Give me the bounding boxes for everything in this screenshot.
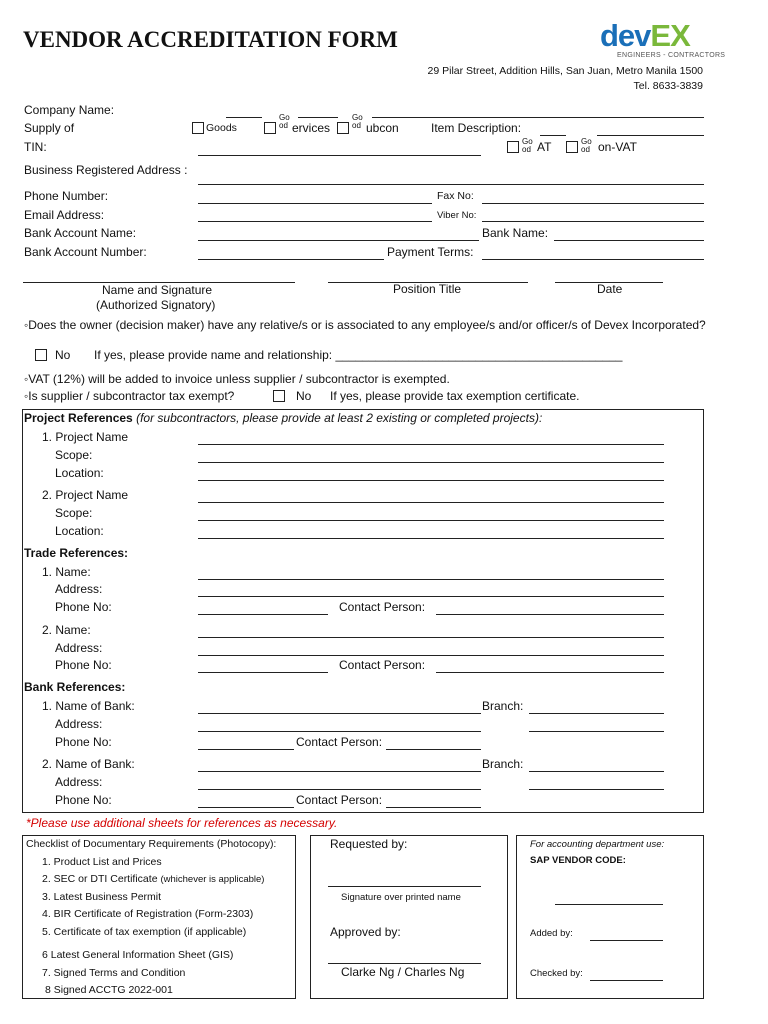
form-title: VENDOR ACCREDITATION FORM [23,27,398,52]
project-2-name-field[interactable] [198,502,664,503]
item-description-label: Item Description: [431,121,522,135]
business-address-field[interactable] [198,184,704,185]
checked-by-field[interactable] [590,980,663,981]
tin-field[interactable] [198,155,481,156]
trade-1-contact-field[interactable] [436,614,664,615]
fax-label: Fax No: [437,190,474,202]
checklist-item-2 [42,873,264,885]
trade-2-phone-label: Phone No: [55,658,112,672]
project-1-name-label: 1. Project Name [42,430,129,444]
trade-2-phone-field[interactable] [198,672,328,673]
checklist-item-4: 4. BIR Certificate of Registration (Form-2303) [42,908,254,920]
trade-2-contact-label: Contact Person: [339,658,426,672]
project-1-name-field[interactable] [198,444,664,445]
bank-1-contact-field[interactable] [386,749,481,750]
relative-question: ◦Does the owner (decision maker) have any relative/s or is associated to any employee/s and/or officer/s of Devex Incorporated? [24,318,706,332]
bank-1-address-label: Address: [55,717,103,731]
trade-1-address-label: Address: [55,582,103,596]
logo-main: dev [600,18,651,53]
project-2-location-field[interactable] [198,538,664,539]
goods-label: Goods [206,122,237,134]
accounting-heading: For accounting department use: [530,839,665,850]
business-address-label: Business Registered Address : [24,163,188,177]
trade-2-name-field[interactable] [198,637,664,638]
checked-by-label: Checked by: [530,968,583,979]
authorized-signatory-label: (Authorized Signatory) [96,298,216,312]
approved-by-label: Approved by: [330,925,401,939]
trade-2-address-label: Address: [55,641,103,655]
bank-references-heading: Bank References: [24,680,126,694]
bank-2-branch-field[interactable] [529,771,664,772]
relative-no-checkbox[interactable] [35,349,47,361]
trade-1-name-field[interactable] [198,579,664,580]
vat-overlap: Go od [522,137,533,154]
date-label: Date [597,282,623,296]
approvers-names: Clarke Ng / Charles Ng [341,965,465,979]
devex-logo [600,18,690,54]
subcon-overlap: Go od [352,113,363,130]
trade-2-address-field[interactable] [198,655,664,656]
bank-1-contact-label: Contact Person: [296,735,383,749]
bank-2-phone-label: Phone No: [55,793,112,807]
payment-terms-label: Payment Terms: [387,245,474,259]
phone-label: Phone Number: [24,189,109,203]
bank-2-name-field[interactable] [198,771,481,772]
bank-account-name-field[interactable] [198,240,479,241]
requested-by-label: Requested by: [330,837,408,851]
relative-ifyes-text: If yes, please provide name and relationship: ___________________________________________ [94,348,623,362]
bank-2-contact-field[interactable] [386,807,481,808]
project-2-name-label: 2. Project Name [42,488,129,502]
vat-label: AT [537,140,552,154]
tax-exempt-question: ◦Is supplier / subcontractor tax exempt? [24,389,235,403]
sap-vendor-code-field[interactable] [555,904,663,905]
company-name-field-3[interactable] [372,117,704,118]
project-references-heading [24,411,542,425]
added-by-label: Added by: [530,928,573,939]
signature-over-printed-name: Signature over printed name [341,892,461,903]
checklist-item-2-note: (whichever is applicable) [160,874,265,885]
bank-1-address-field[interactable] [198,731,481,732]
bank-2-branch-field-2[interactable] [529,789,664,790]
bank-2-address-field[interactable] [198,789,481,790]
bank-name-label: Bank Name: [482,226,549,240]
subcon-checkbox[interactable] [337,122,349,134]
added-by-field[interactable] [590,940,663,941]
email-field[interactable] [198,221,432,222]
logo-tagline: ENGINEERS - CONTRACTORS [617,52,726,59]
email-label: Email Address: [24,208,105,222]
bank-account-number-label: Bank Account Number: [24,245,147,259]
trade-2-contact-field[interactable] [436,672,664,673]
sap-vendor-code-label: SAP VENDOR CODE: [530,855,626,866]
position-title-label: Position Title [393,282,462,296]
viber-label: Viber No: [437,210,477,221]
bank-2-address-label: Address: [55,775,103,789]
bank-2-contact-label: Contact Person: [296,793,383,807]
tin-label: TIN: [24,140,47,154]
project-1-location-field[interactable] [198,480,664,481]
item-description-field[interactable] [540,135,566,136]
subcon-label: ubcon [366,121,399,135]
project-2-location-label: Location: [55,524,104,538]
services-checkbox[interactable] [264,122,276,134]
tax-exempt-no-checkbox[interactable] [273,390,285,402]
bank-account-number-field[interactable] [198,259,384,260]
trade-1-phone-label: Phone No: [55,600,112,614]
company-address: 29 Pilar Street, Addition Hills, San Juan, Metro Manila 1500 [427,65,703,77]
services-overlap: Go od [279,113,290,130]
trade-2-name-label: 2. Name: [42,623,91,637]
company-tel: Tel. 8633-3839 [633,80,703,92]
phone-field[interactable] [198,203,432,204]
checklist-item-6: 6 Latest General Information Sheet (GIS) [42,949,234,961]
trade-1-address-field[interactable] [198,596,664,597]
trade-1-phone-field[interactable] [198,614,328,615]
company-name-field-2[interactable] [298,117,338,118]
bank-2-name-label: 2. Name of Bank: [42,757,135,771]
fax-field[interactable] [482,203,704,204]
checklist-item-2-text: 2. SEC or DTI Certificate [42,873,158,885]
project-2-scope-label: Scope: [55,506,93,520]
trade-references-heading: Trade References: [24,546,129,560]
bank-1-branch-field[interactable] [529,713,664,714]
non-vat-overlap: Go od [581,137,592,154]
tax-exempt-no-label: No [296,389,312,403]
project-1-scope-field[interactable] [198,462,664,463]
checklist-item-3: 3. Latest Business Permit [42,891,162,903]
logo-accent: EX [650,18,690,53]
bank-2-phone-field[interactable] [198,807,294,808]
non-vat-checkbox[interactable] [566,141,578,153]
approved-by-signature-line[interactable] [328,963,481,964]
checklist-heading: Checklist of Documentary Requirements (Photocopy): [26,838,277,850]
relative-no-label: No [55,348,71,362]
bank-name-field[interactable] [554,240,704,241]
bank-1-phone-label: Phone No: [55,735,112,749]
payment-terms-field[interactable] [482,259,704,260]
project-1-location-label: Location: [55,466,104,480]
bank-1-branch-label: Branch: [482,699,524,713]
bank-1-name-label: 1. Name of Bank: [42,699,135,713]
vat-checkbox[interactable] [507,141,519,153]
tax-exempt-ifyes-text: If yes, please provide tax exemption certificate. [330,389,580,403]
goods-checkbox[interactable] [192,122,204,134]
requested-by-signature-line[interactable] [328,886,481,887]
name-signature-label: Name and Signature [102,283,213,297]
item-description-field-2[interactable] [597,135,704,136]
bank-2-branch-label: Branch: [482,757,524,771]
vat-note: ◦VAT (12%) will be added to invoice unless supplier / subcontractor is exempted. [24,372,450,386]
bank-1-name-field[interactable] [198,713,481,714]
checklist-item-1: 1. Product List and Prices [42,856,162,868]
checklist-item-7: 7. Signed Terms and Condition [42,967,186,979]
project-references-note: (for subcontractors, please provide at least 2 existing or completed projects): [136,411,543,425]
additional-sheets-note: *Please use additional sheets for references as necessary. [26,816,338,830]
bank-account-name-label: Bank Account Name: [24,226,137,240]
trade-1-name-label: 1. Name: [42,565,91,579]
project-2-scope-field[interactable] [198,520,664,521]
bank-1-branch-field-2[interactable] [529,731,664,732]
project-1-scope-label: Scope: [55,448,93,462]
company-name-field[interactable] [226,117,262,118]
checklist-item-5: 5. Certificate of tax exemption (if applicable) [42,926,247,938]
supply-of-label: Supply of [24,121,75,135]
bank-1-phone-field[interactable] [198,749,294,750]
checklist-item-8: 8 Signed ACCTG 2022-001 [45,984,173,996]
non-vat-label: on-VAT [598,140,637,154]
trade-1-contact-label: Contact Person: [339,600,426,614]
company-name-label: Company Name: [24,103,115,117]
viber-field[interactable] [482,221,704,222]
project-references-title: Project References [24,411,133,425]
services-label: ervices [292,121,331,135]
